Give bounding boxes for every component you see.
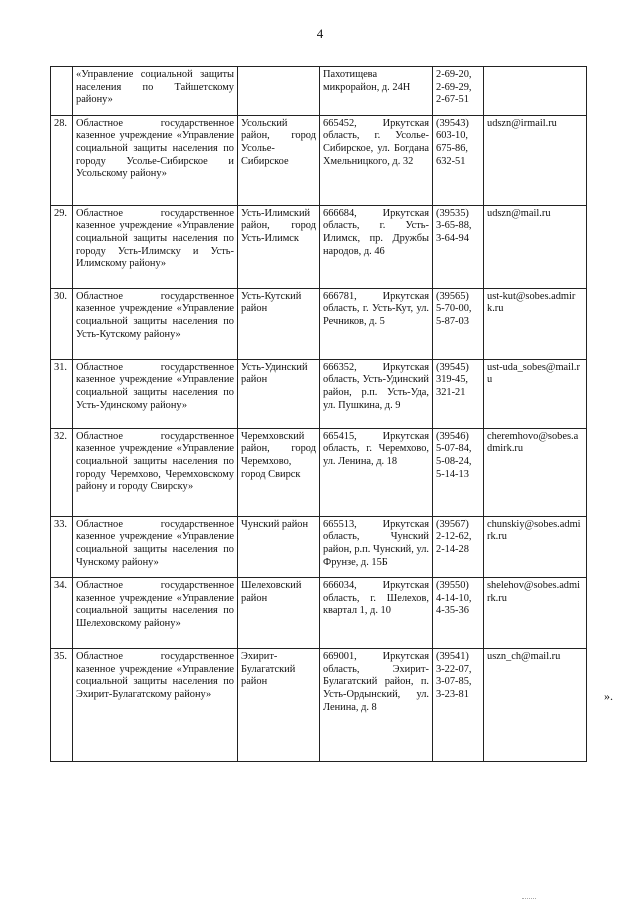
table-row (51, 578, 587, 649)
email: uszn_ch@mail.ru (484, 649, 587, 762)
service-area: Усть-Удинский район (238, 359, 320, 428)
email: ust-kut@sobes.admirk.ru (484, 288, 587, 359)
organization-name: Областное государственное казенное учреждение «Управление социальной защиты населения по Усть-Удинскому району» (73, 359, 238, 428)
phone: (39550) 4-14-10, 4-35-36 (433, 578, 484, 649)
phone: (39565) 5-70-00, 5-87-03 (433, 288, 484, 359)
table-row (51, 115, 587, 205)
table-row (51, 428, 587, 516)
email: ust-uda_sobes@mail.ru (484, 359, 587, 428)
row-number: 33. (51, 516, 73, 577)
email: chunskiy@sobes.admirk.ru (484, 516, 587, 577)
service-area (238, 67, 320, 116)
address: 666034, Иркутская область, г. Шелехов, квартал 1, д. 10 (320, 578, 433, 649)
table-row (51, 649, 587, 762)
service-area: Чунский район (238, 516, 320, 577)
service-area: Шелеховский район (238, 578, 320, 649)
table-row (51, 516, 587, 577)
row-number: 32. (51, 428, 73, 516)
table-row (51, 288, 587, 359)
page-number: 4 (316, 26, 324, 41)
row-number: 29. (51, 205, 73, 288)
row-number: 30. (51, 288, 73, 359)
organization-name: Областное государственное казенное учреждение «Управление социальной защиты населения по городу Черемхово, Черемховскому району и городу Свирску» (73, 428, 238, 516)
organization-name: Областное государственное казенное учреждение «Управление социальной защиты населения по городу Усолье-Сибирское и Усольскому району» (73, 115, 238, 205)
registry-table (50, 66, 587, 762)
address: 665452, Иркутская область, г. Усолье-Сибирское, ул. Богдана Хмельницкого, д. 32 (320, 115, 433, 205)
phone: (39541) 3-22-07, 3-07-85, 3-23-81 (433, 649, 484, 762)
email: cheremhovo@sobes.admirk.ru (484, 428, 587, 516)
organization-name: Областное государственное казенное учреждение «Управление социальной защиты населения по городу Усть-Илимску и Усть-Илимскому району» (73, 205, 238, 288)
address: 666684, Иркутская область, г. Усть-Илимск, пр. Дружбы народов, д. 46 (320, 205, 433, 288)
row-number: 28. (51, 115, 73, 205)
table-row (51, 67, 587, 116)
organization-name: Областное государственное казенное учреждение «Управление социальной защиты населения по Шелеховскому району» (73, 578, 238, 649)
phone: (39546) 5-07-84, 5-08-24, 5-14-13 (433, 428, 484, 516)
email (484, 67, 587, 116)
row-number: 35. (51, 649, 73, 762)
organization-name: Областное государственное казенное учреждение «Управление социальной защиты населения по Эхирит-Булагатскому району» (73, 649, 238, 762)
email: udszn@irmail.ru (484, 115, 587, 205)
organization-name: Областное государственное казенное учреждение «Управление социальной защиты населения по Чунскому району» (73, 516, 238, 577)
table-row (51, 205, 587, 288)
closing-quote: ». (604, 689, 613, 703)
scan-mark (522, 898, 536, 901)
organization-name: Областное государственное казенное учреждение «Управление социальной защиты населения по Усть-Кутскому району» (73, 288, 238, 359)
service-area: Усть-Илимский район, город Усть-Илимск (238, 205, 320, 288)
phone: 2-69-20, 2-69-29, 2-67-51 (433, 67, 484, 116)
phone: (39545) 319-45, 321-21 (433, 359, 484, 428)
service-area: Черемховский район, город Черемхово, город Свирск (238, 428, 320, 516)
address: Пахотищева микрорайон, д. 24Н (320, 67, 433, 116)
address: 669001, Иркутская область, Эхирит-Булагатский район, п. Усть-Ордынский, ул. Ленина, д. 8 (320, 649, 433, 762)
email: udszn@mail.ru (484, 205, 587, 288)
phone: (39535) 3-65-88, 3-64-94 (433, 205, 484, 288)
address: 666781, Иркутская область, г. Усть-Кут, ул. Речников, д. 5 (320, 288, 433, 359)
phone: (39543) 603-10, 675-86, 632-51 (433, 115, 484, 205)
table-row (51, 359, 587, 428)
row-number: 31. (51, 359, 73, 428)
address: 666352, Иркутская область, Усть-Удинский район, р.п. Усть-Уда, ул. Пушкина, д. 9 (320, 359, 433, 428)
service-area: Усть-Кутский район (238, 288, 320, 359)
phone: (39567) 2-12-62, 2-14-28 (433, 516, 484, 577)
service-area: Эхирит-Булагатский район (238, 649, 320, 762)
service-area: Усольский район, город Усолье-Сибирское (238, 115, 320, 205)
address: 665415, Иркутская область, г. Черемхово, ул. Ленина, д. 18 (320, 428, 433, 516)
row-number (51, 67, 73, 116)
address: 665513, Иркутская область, Чунский район, р.п. Чунский, ул. Фрунзе, д. 15Б (320, 516, 433, 577)
organization-name: «Управление социальной защиты населения по Тайшетскому району» (73, 67, 238, 116)
email: shelehov@sobes.admirk.ru (484, 578, 587, 649)
row-number: 34. (51, 578, 73, 649)
